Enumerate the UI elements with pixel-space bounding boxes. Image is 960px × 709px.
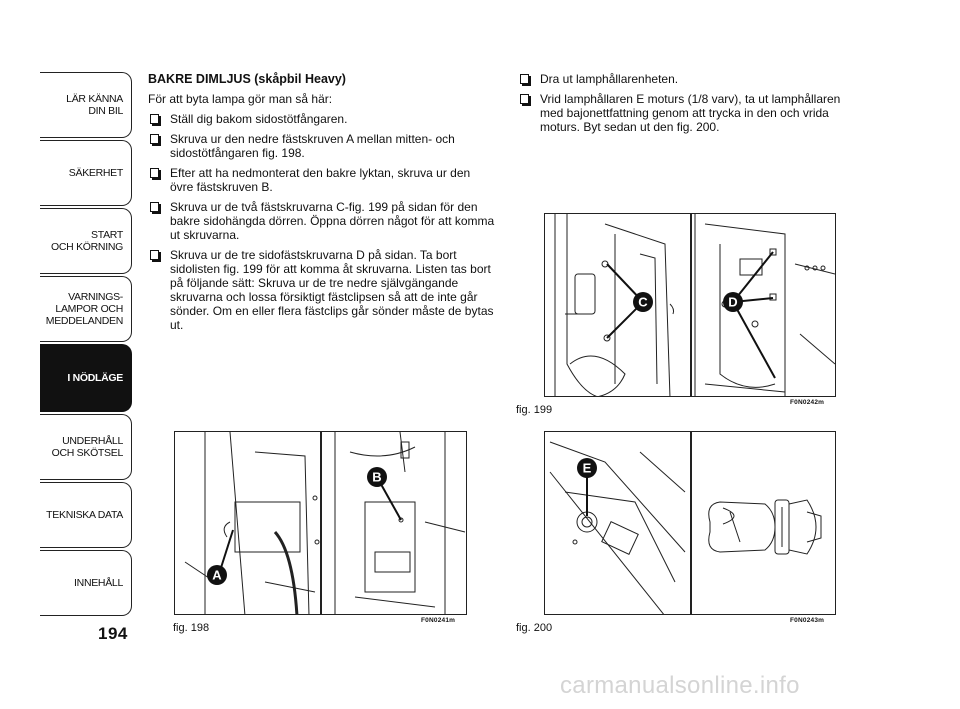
tab-lar-kanna-din-bil[interactable] [40, 72, 132, 138]
tab-label-line: VARNINGS- [68, 291, 123, 303]
figure-200-caption: fig. 200 [516, 622, 553, 634]
tab-label-line: SÄKERHET [68, 167, 123, 179]
bullet-item: Skruva ur de två fästskruvarna C-fig. 199 på sidan för den bakre sidohängda dörren. Öppna dörren något för att komma ut skruvarna. [148, 200, 496, 242]
figure-200 [544, 431, 836, 615]
callout-a-marker [207, 565, 227, 585]
figure-199-code: F0N0242m [790, 399, 825, 406]
tab-i-nodlage[interactable] [40, 344, 132, 412]
figure-199-caption: fig. 199 [516, 404, 553, 416]
tab-label-line: I NÖDLÄGE [67, 372, 123, 384]
intro-text: För att byta lampa gör man så här: [148, 92, 333, 106]
tab-label-line: START [91, 229, 123, 241]
tab-label-line: DIN BIL [88, 105, 123, 117]
bullet-item: Skruva ur de tre sidofästskruvarna D på sidan. Ta bort sidolisten fig. 199 för att komma åt skruvarna. Listen tas bort på följande sätt: Skruva ur de tre nedre självgängande skruvarna och lossa försiktigt fästclipsen så att de inte går sönder. Om en eller flera fästclips går sönder måste de bytas ut. [148, 248, 496, 332]
figure-199 [544, 213, 836, 397]
figure-198-drawing [175, 432, 467, 615]
bullet-item: Dra ut lamphållarenheten. [518, 72, 858, 86]
tab-label-line: LAMPOR OCH [55, 303, 123, 315]
right-column [518, 72, 858, 140]
tab-label-line: INNEHÅLL [74, 577, 123, 589]
tab-label-line: TEKNISKA DATA [46, 509, 123, 521]
left-column [148, 72, 496, 338]
tab-label-line: OCH KÖRNING [51, 241, 123, 253]
figure-200-code: F0N0243m [790, 617, 825, 624]
callout-b-marker [367, 467, 387, 487]
figure-200-drawing [545, 432, 836, 615]
tab-label-line: UNDERHÅLL [62, 435, 123, 447]
tab-start-och-korning[interactable] [40, 208, 132, 274]
bullet-item: Ställ dig bakom sidostötfångaren. [148, 112, 496, 126]
tab-label-line: OCH SKÖTSEL [51, 447, 123, 459]
bullet-item: Vrid lamphållaren E moturs (1/8 varv), ta ut lamphållaren med bajonettfattning genom att trycka in den och vrida moturs. Byt sedan ut den fig. 200. [518, 92, 858, 134]
figure-198-code: F0N0241m [421, 617, 456, 624]
section-heading: BAKRE DIMLJUS (skåpbil Heavy) [148, 72, 346, 86]
page-number: 194 [98, 624, 128, 643]
callout-e: E [582, 460, 592, 476]
tab-label-line: MEDDELANDEN [45, 315, 123, 327]
bullet-item: Skruva ur den nedre fästskruven A mellan mitten- och sidostötfångaren fig. 198. [148, 132, 496, 160]
tab-varningslampor[interactable] [40, 276, 132, 342]
tab-underhall-och-skotsel[interactable] [40, 414, 132, 480]
tab-tekniska-data[interactable] [40, 482, 132, 548]
chapter-sidebar [0, 0, 140, 709]
callout-b: B [372, 469, 382, 485]
watermark: carmanualsonline.info [560, 672, 800, 699]
callout-c: C [638, 294, 648, 310]
callout-d-marker [723, 292, 743, 312]
figure-198 [174, 431, 467, 615]
callout-a: A [212, 567, 222, 583]
callout-e-marker [577, 458, 597, 478]
tab-label-line: LÄR KÄNNA [66, 93, 123, 105]
callout-d: D [728, 294, 738, 310]
tab-sakerhet[interactable] [40, 140, 132, 206]
figure-199-drawing [545, 214, 836, 397]
callout-c-marker [633, 292, 653, 312]
tab-innehall[interactable] [40, 550, 132, 616]
figure-198-caption: fig. 198 [173, 622, 210, 634]
bullet-item: Efter att ha nedmonterat den bakre lyktan, skruva ur den övre fästskruven B. [148, 166, 496, 194]
